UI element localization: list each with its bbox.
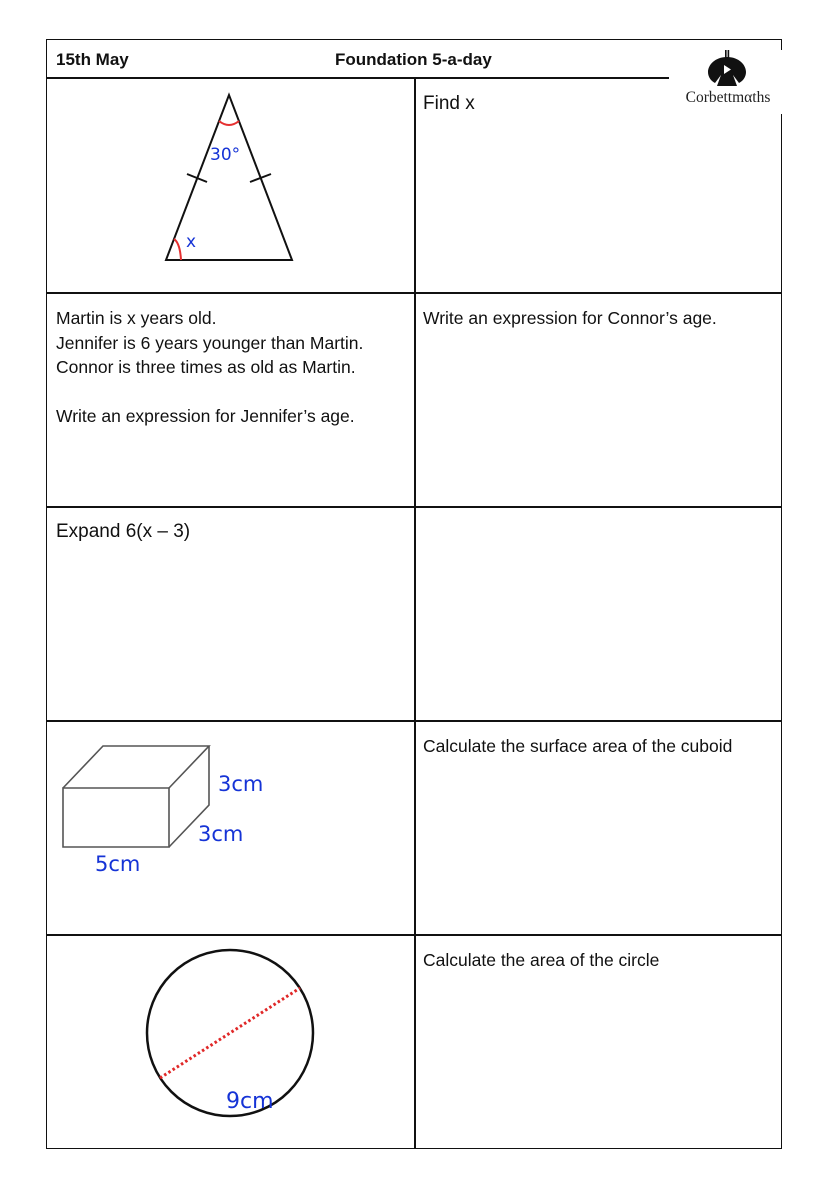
diameter-line	[160, 988, 300, 1078]
row-divider-3	[47, 720, 781, 722]
worksheet-date: 15th May	[56, 50, 129, 69]
length-label: 5cm	[95, 852, 141, 876]
lamp-icon	[707, 50, 747, 88]
column-divider	[414, 78, 416, 1149]
question-2-right-prompt: Write an expression for Connor’s age.	[423, 308, 717, 328]
circle-diagram	[143, 946, 323, 1126]
worksheet	[46, 39, 782, 1149]
question-2-left-prompt: Write an expression for Jennifer’s age.	[56, 406, 355, 426]
context-line-2: Jennifer is 6 years younger than Martin.	[56, 332, 364, 353]
worksheet-title: Foundation 5-a-day	[335, 50, 492, 69]
question-2-text	[56, 306, 406, 429]
unknown-angle-label: x	[186, 232, 197, 252]
context-line-1: Martin is x years old.	[56, 308, 217, 328]
base-angle-arc	[174, 239, 181, 260]
apex-angle-arc	[219, 121, 239, 125]
angle-label: 30°	[210, 145, 241, 165]
question-5-prompt: Calculate the area of the circle	[423, 950, 660, 970]
isosceles-triangle-diagram	[157, 90, 307, 270]
header-divider	[47, 77, 671, 79]
depth-label: 3cm	[198, 822, 244, 846]
diameter-label: 9cm	[226, 1089, 274, 1114]
question-3-prompt: Expand 6(x – 3)	[56, 521, 191, 542]
question-1-prompt: Find x	[423, 93, 475, 114]
height-label: 3cm	[218, 772, 264, 796]
row-divider-1	[47, 292, 781, 294]
cuboid-diagram	[55, 738, 305, 888]
context-line-3: Connor is three times as old as Martin.	[56, 357, 356, 377]
logo-text: Corbettmαths	[685, 89, 771, 106]
row-divider-4	[47, 934, 781, 936]
question-4-prompt: Calculate the surface area of the cuboid	[423, 736, 733, 756]
row-divider-2	[47, 506, 781, 508]
